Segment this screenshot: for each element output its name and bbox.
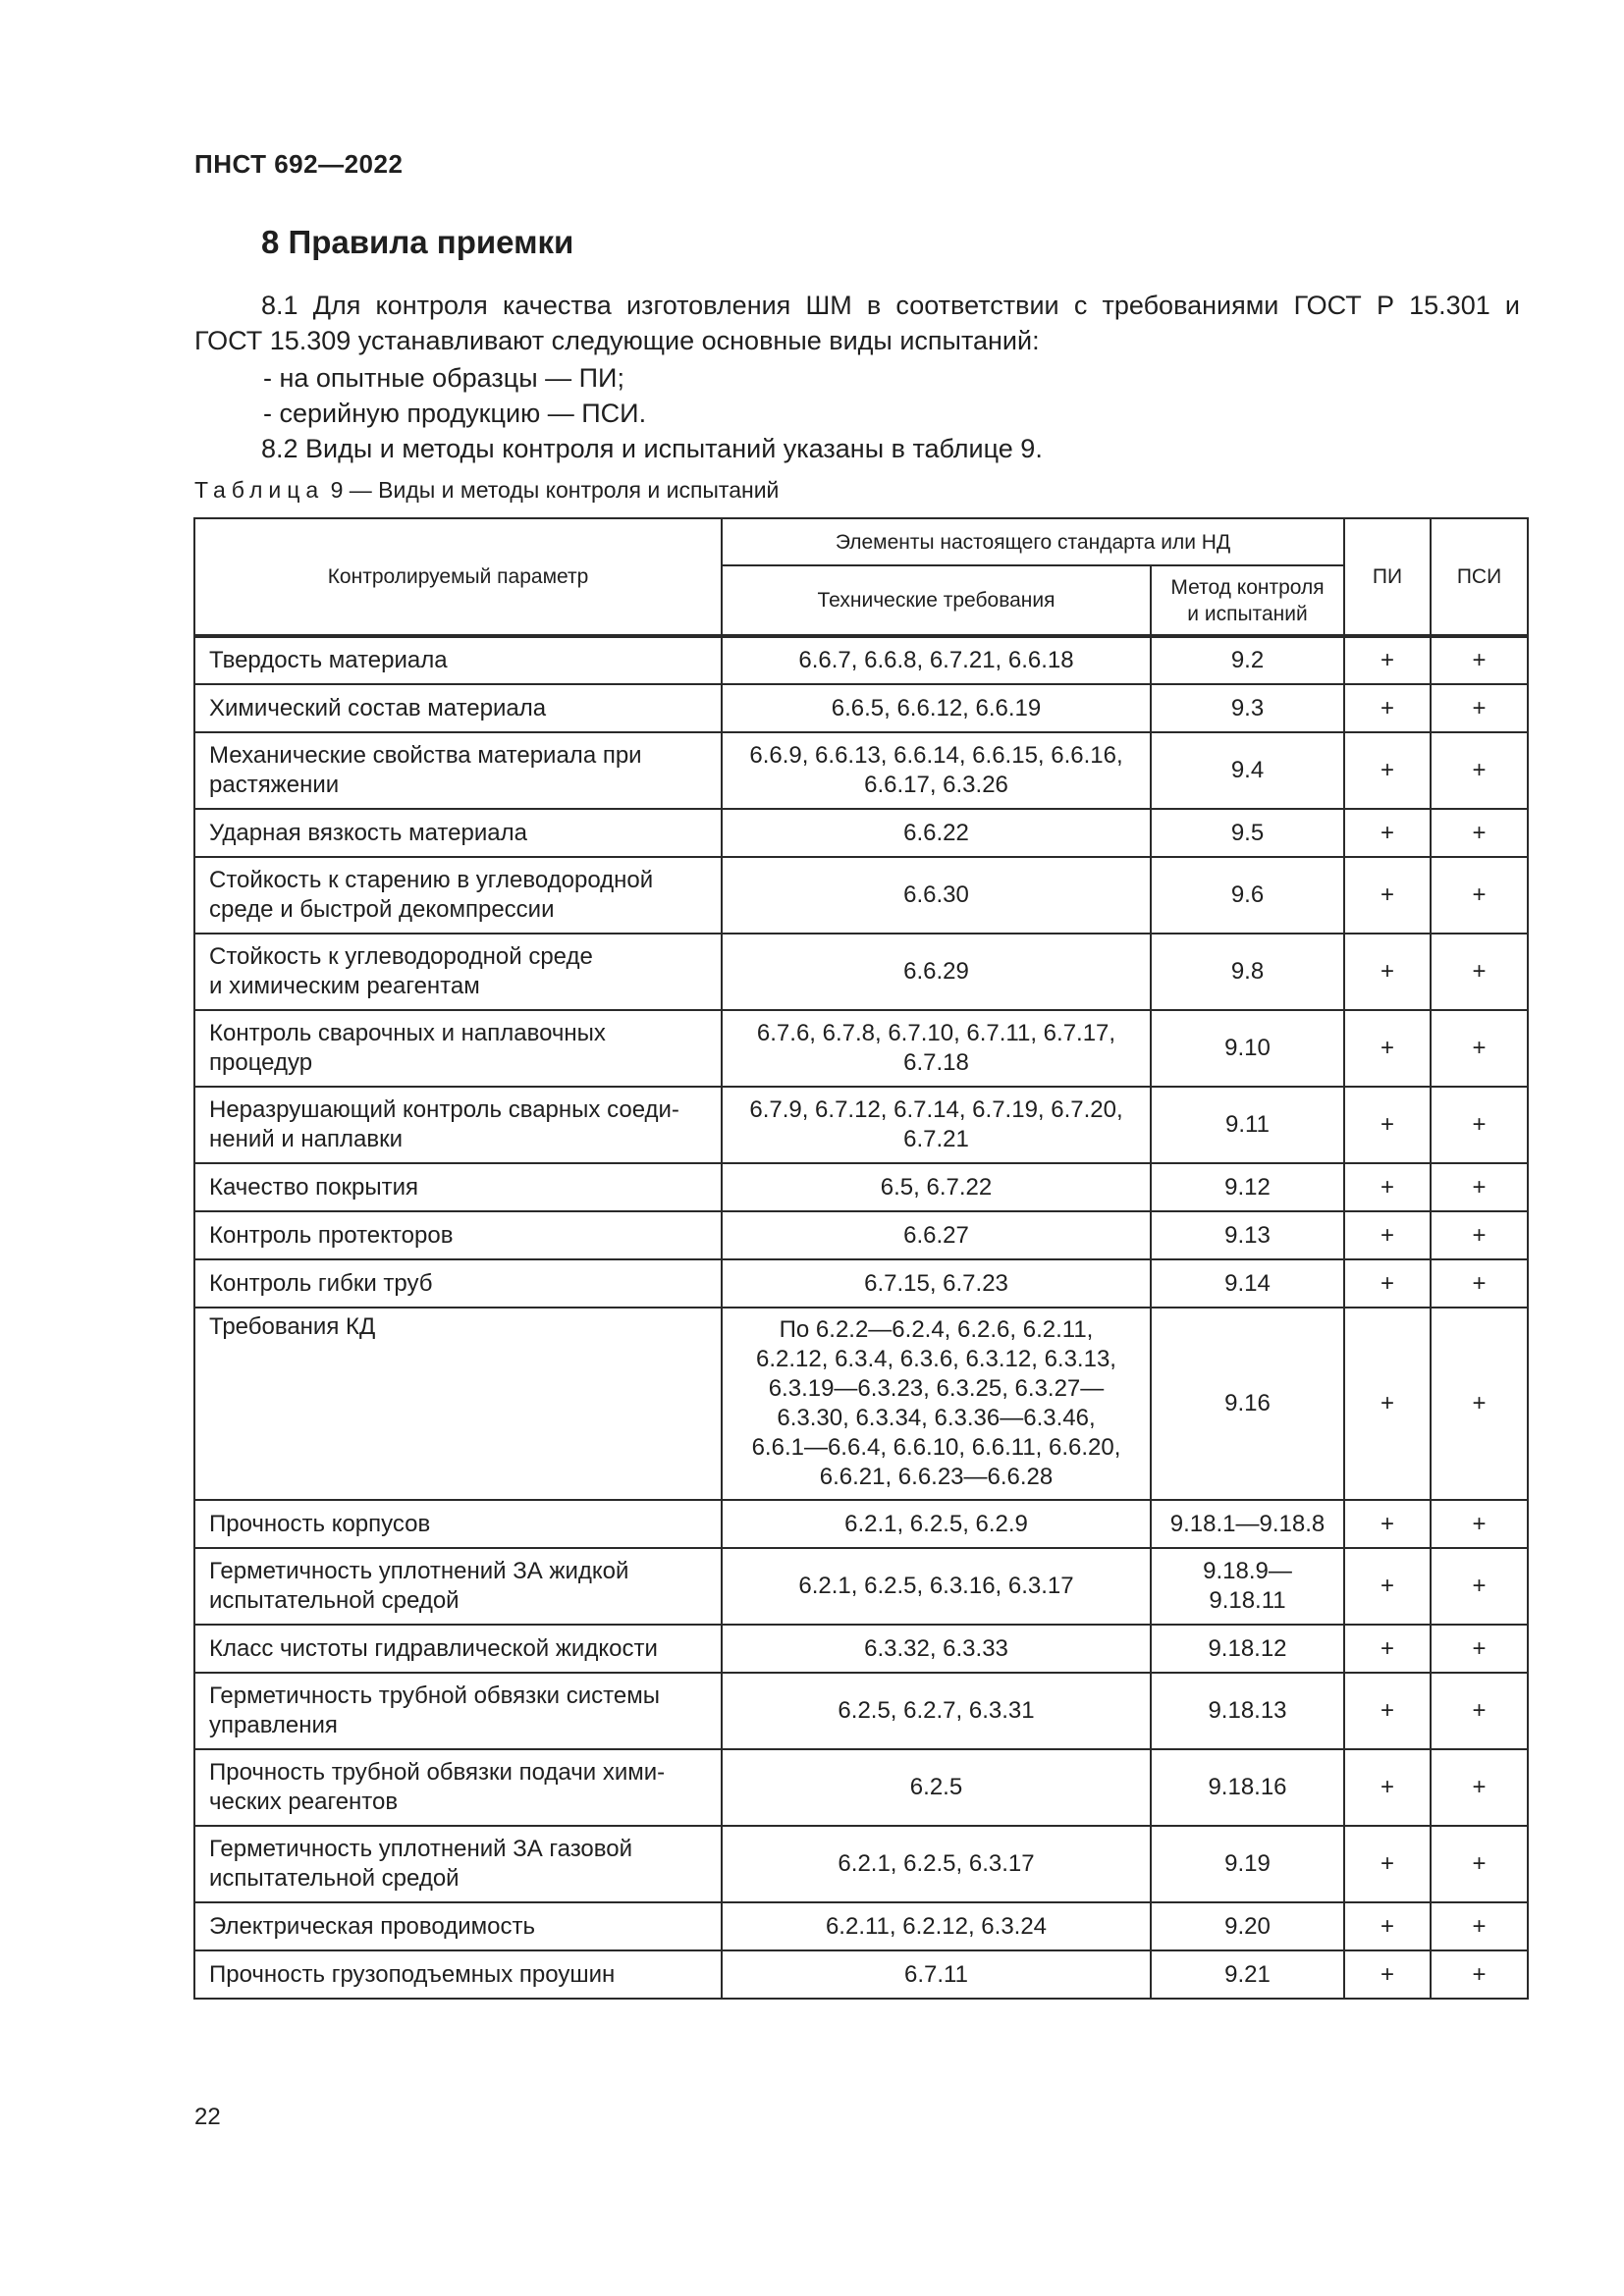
cell-method-line: 9.19	[1224, 1850, 1271, 1877]
cell-param-line: Электрическая проводимость	[209, 1912, 535, 1940]
cell-tech-requirements-line: 6.2.1, 6.2.5, 6.3.17	[838, 1850, 1035, 1877]
cell-psi: +	[1431, 732, 1528, 809]
cell-pi: +	[1344, 732, 1431, 809]
cell-psi: +	[1431, 1673, 1528, 1749]
section-title: 8 Правила приемки	[261, 224, 574, 260]
header-method	[1151, 565, 1344, 636]
cell-psi: +	[1431, 1902, 1528, 1950]
cell-method	[1151, 1308, 1344, 1500]
cell-method	[1151, 857, 1344, 934]
cell-tech-requirements-line: 6.6.27	[903, 1221, 969, 1249]
cell-tech-requirements	[722, 1500, 1151, 1548]
cell-param	[194, 1950, 722, 1999]
cell-param-line: ческих реагентов	[209, 1789, 399, 1815]
cell-tech-requirements-line: 6.3.32, 6.3.33	[864, 1634, 1008, 1662]
cell-param-line: Качество покрытия	[209, 1173, 418, 1201]
cell-pi: +	[1344, 809, 1431, 857]
cell-pi: +	[1344, 1500, 1431, 1548]
cell-param-line: Герметичность уплотнений ЗА газовой	[209, 1836, 633, 1862]
table-caption-text: 9 — Виды и методы контроля и испытаний	[330, 477, 780, 503]
cell-param	[194, 1010, 722, 1087]
cell-tech-requirements-line: 6.7.9, 6.7.12, 6.7.14, 6.7.19, 6.7.20,	[749, 1096, 1123, 1123]
cell-param-line: Неразрушающий контроль сварных соеди-	[209, 1096, 679, 1123]
cell-param-line: Герметичность трубной обвязки системы	[209, 1682, 660, 1709]
cell-method-line: 9.4	[1230, 757, 1265, 783]
list-item-serial: - серийную продукцию — ПСИ.	[263, 399, 647, 428]
cell-param	[194, 1548, 722, 1625]
cell-method-line: 9.11	[1225, 1111, 1270, 1138]
cell-param-line: Требования КД	[209, 1313, 376, 1340]
paragraph-8-2: 8.2 Виды и методы контроля и испытаний указаны в таблице 9.	[261, 434, 1043, 463]
cell-param-line: Твердость материала	[209, 647, 448, 673]
cell-tech-requirements	[722, 1259, 1151, 1308]
cell-psi: +	[1431, 809, 1528, 857]
cell-pi: +	[1344, 1548, 1431, 1625]
cell-psi: +	[1431, 636, 1528, 684]
cell-method	[1151, 809, 1344, 857]
cell-tech-requirements	[722, 934, 1151, 1010]
cell-tech-requirements-line: 6.7.18	[903, 1049, 969, 1076]
cell-method	[1151, 732, 1344, 809]
table-row	[194, 1548, 1528, 1625]
cell-tech-requirements-line: 6.6.21, 6.6.23—6.6.28	[819, 1464, 1054, 1490]
table-row	[194, 1950, 1528, 1999]
cell-param	[194, 934, 722, 1010]
table-row	[194, 1010, 1528, 1087]
cell-pi: +	[1344, 857, 1431, 934]
cell-param	[194, 857, 722, 934]
cell-param	[194, 732, 722, 809]
cell-method-line: 9.10	[1224, 1035, 1271, 1061]
cell-tech-requirements-line: 6.2.1, 6.2.5, 6.2.9	[844, 1510, 1028, 1537]
cell-param	[194, 684, 722, 732]
cell-psi: +	[1431, 1826, 1528, 1902]
cell-param-line: Класс чистоты гидравлической жидкости	[209, 1634, 658, 1662]
table-row	[194, 1163, 1528, 1211]
table-row	[194, 1826, 1528, 1902]
cell-method-line: 9.18.13	[1208, 1697, 1287, 1724]
cell-method-line: 9.16	[1224, 1390, 1271, 1416]
cell-param	[194, 1673, 722, 1749]
cell-tech-requirements	[722, 1749, 1151, 1826]
cell-psi: +	[1431, 1500, 1528, 1548]
list-item-prototypes: - на опытные образцы — ПИ;	[263, 363, 624, 393]
cell-tech-requirements-line: 6.7.6, 6.7.8, 6.7.10, 6.7.11, 6.7.17,	[756, 1020, 1116, 1046]
header-param: Контролируемый параметр	[194, 518, 722, 636]
cell-tech-requirements	[722, 1673, 1151, 1749]
cell-param	[194, 1163, 722, 1211]
cell-method	[1151, 1087, 1344, 1163]
table-row	[194, 1902, 1528, 1950]
cell-tech-requirements-line: 6.3.19—6.3.23, 6.3.25, 6.3.27—	[768, 1375, 1105, 1402]
cell-psi: +	[1431, 1308, 1528, 1500]
cell-tech-requirements-line: 6.6.9, 6.6.13, 6.6.14, 6.6.15, 6.6.16,	[749, 742, 1123, 769]
cell-tech-requirements	[722, 1211, 1151, 1259]
cell-psi: +	[1431, 857, 1528, 934]
cell-tech-requirements-line: 6.2.1, 6.2.5, 6.3.16, 6.3.17	[798, 1573, 1074, 1599]
cell-pi: +	[1344, 934, 1431, 1010]
cell-method	[1151, 1010, 1344, 1087]
paragraph-8-1-line1: 8.1 Для контроля качества изготовления ШМ в соответствии с требованиями ГОСТ Р 15.301 и	[261, 291, 1520, 320]
header-tech-requirements: Технические требования	[722, 565, 1151, 636]
table-row	[194, 684, 1528, 732]
cell-method	[1151, 1749, 1344, 1826]
cell-tech-requirements	[722, 1548, 1151, 1625]
table-row	[194, 1308, 1528, 1500]
cell-pi: +	[1344, 1211, 1431, 1259]
table-row	[194, 636, 1528, 684]
cell-method	[1151, 1163, 1344, 1211]
cell-param	[194, 1749, 722, 1826]
cell-psi: +	[1431, 1087, 1528, 1163]
cell-tech-requirements	[722, 636, 1151, 684]
cell-param-line: управления	[209, 1712, 338, 1738]
cell-tech-requirements-line: 6.6.17, 6.3.26	[864, 772, 1008, 798]
cell-method	[1151, 1826, 1344, 1902]
cell-pi: +	[1344, 1010, 1431, 1087]
cell-tech-requirements-line: 6.2.5	[909, 1774, 963, 1800]
cell-param-line: Прочность трубной обвязки подачи хими-	[209, 1759, 666, 1786]
cell-param	[194, 636, 722, 684]
cell-psi: +	[1431, 1211, 1528, 1259]
header-elements: Элементы настоящего стандарта или НД	[722, 518, 1344, 565]
table-body	[194, 636, 1528, 1999]
cell-param	[194, 1826, 722, 1902]
header-psi: ПСИ	[1431, 518, 1528, 636]
table-row	[194, 1087, 1528, 1163]
cell-param-line: испытательной средой	[209, 1587, 460, 1614]
cell-method	[1151, 934, 1344, 1010]
cell-tech-requirements-line: 6.2.11, 6.2.12, 6.3.24	[825, 1912, 1048, 1940]
cell-tech-requirements-line: 6.6.30	[903, 881, 969, 908]
cell-pi: +	[1344, 1625, 1431, 1673]
cell-psi: +	[1431, 1259, 1528, 1308]
cell-psi: +	[1431, 1548, 1528, 1625]
cell-param	[194, 1308, 722, 1500]
header-method-line2: и испытаний	[1187, 602, 1308, 625]
cell-pi: +	[1344, 1749, 1431, 1826]
cell-tech-requirements-line: 6.6.5, 6.6.12, 6.6.19	[831, 694, 1042, 721]
cell-param	[194, 1087, 722, 1163]
cell-tech-requirements	[722, 684, 1151, 732]
table-row	[194, 857, 1528, 934]
cell-tech-requirements-line: 6.2.12, 6.3.4, 6.3.6, 6.3.12, 6.3.13,	[756, 1346, 1116, 1372]
cell-tech-requirements-line: 6.7.15, 6.7.23	[864, 1269, 1008, 1297]
cell-param-line: Стойкость к углеводородной среде	[209, 943, 593, 970]
cell-method-line: 9.5	[1230, 819, 1265, 846]
cell-psi: +	[1431, 1625, 1528, 1673]
cell-psi: +	[1431, 1010, 1528, 1087]
document-code: ПНСТ 692—2022	[194, 149, 404, 179]
cell-method-line: 9.8	[1230, 958, 1265, 985]
paragraph-8-1-line2: ГОСТ 15.309 устанавливают следующие основные виды испытаний:	[194, 326, 1040, 355]
cell-method-line: 9.12	[1224, 1173, 1271, 1201]
cell-param-line: Химический состав материала	[209, 694, 547, 721]
header-method-line1: Метод контроля	[1170, 575, 1325, 599]
table-row	[194, 1211, 1528, 1259]
cell-tech-requirements	[722, 732, 1151, 809]
table-row	[194, 934, 1528, 1010]
cell-tech-requirements	[722, 1163, 1151, 1211]
header-pi: ПИ	[1344, 518, 1431, 636]
cell-tech-requirements-line: 6.2.5, 6.2.7, 6.3.31	[838, 1697, 1035, 1724]
cell-param	[194, 1625, 722, 1673]
cell-param	[194, 1500, 722, 1548]
cell-param-line: Прочность грузоподъемных проушин	[209, 1960, 616, 1988]
cell-tech-requirements	[722, 1625, 1151, 1673]
cell-method-line: 9.18.11	[1209, 1587, 1286, 1614]
cell-param-line: Контроль протекторов	[209, 1221, 454, 1249]
cell-psi: +	[1431, 1950, 1528, 1999]
cell-method-line: 9.2	[1230, 647, 1265, 673]
cell-param	[194, 1259, 722, 1308]
cell-param-line: нений и наплавки	[209, 1126, 404, 1152]
cell-tech-requirements-line: 6.7.21	[903, 1126, 969, 1152]
cell-psi: +	[1431, 684, 1528, 732]
cell-tech-requirements-line: По 6.2.2—6.2.4, 6.2.6, 6.2.11,	[779, 1316, 1094, 1343]
table-row	[194, 1749, 1528, 1826]
cell-method	[1151, 1500, 1344, 1548]
paragraph-8-1	[194, 288, 1520, 358]
cell-psi: +	[1431, 1163, 1528, 1211]
table-row	[194, 1625, 1528, 1673]
cell-method	[1151, 1625, 1344, 1673]
cell-pi: +	[1344, 1087, 1431, 1163]
cell-param-line: Стойкость к старению в углеводородной	[209, 867, 654, 893]
cell-method	[1151, 1950, 1344, 1999]
cell-method-line: 9.6	[1230, 881, 1265, 908]
cell-tech-requirements	[722, 1308, 1151, 1500]
cell-method	[1151, 1211, 1344, 1259]
cell-param	[194, 809, 722, 857]
cell-tech-requirements	[722, 1826, 1151, 1902]
table-row	[194, 809, 1528, 857]
cell-tech-requirements-line: 6.6.7, 6.6.8, 6.7.21, 6.6.18	[798, 647, 1074, 673]
cell-param-line: Контроль сварочных и наплавочных	[209, 1020, 606, 1046]
cell-method	[1151, 1548, 1344, 1625]
cell-method-line: 9.18.1—9.18.8	[1169, 1510, 1326, 1537]
cell-param-line: процедур	[209, 1049, 313, 1076]
cell-param-line: Механические свойства материала при	[209, 742, 642, 769]
cell-method	[1151, 636, 1344, 684]
cell-method-line: 9.20	[1224, 1912, 1271, 1940]
cell-tech-requirements	[722, 1087, 1151, 1163]
cell-param-line: среде и быстрой декомпрессии	[209, 896, 555, 923]
table-row	[194, 1500, 1528, 1548]
cell-param-line: Ударная вязкость материала	[209, 819, 527, 846]
table-row	[194, 1259, 1528, 1308]
cell-pi: +	[1344, 636, 1431, 684]
table-caption-label: Таблица	[194, 477, 325, 503]
cell-pi: +	[1344, 1308, 1431, 1500]
cell-psi: +	[1431, 934, 1528, 1010]
cell-tech-requirements	[722, 857, 1151, 934]
cell-psi: +	[1431, 1749, 1528, 1826]
cell-tech-requirements	[722, 1010, 1151, 1087]
cell-tech-requirements	[722, 809, 1151, 857]
cell-method-line: 9.3	[1230, 694, 1265, 721]
cell-pi: +	[1344, 1826, 1431, 1902]
cell-method-line: 9.18.9—	[1203, 1558, 1292, 1584]
cell-param-line: Контроль гибки труб	[209, 1269, 433, 1297]
cell-pi: +	[1344, 1673, 1431, 1749]
cell-pi: +	[1344, 1259, 1431, 1308]
table-caption	[194, 477, 779, 504]
table-row	[194, 732, 1528, 809]
cell-tech-requirements-line: 6.6.22	[903, 819, 969, 846]
cell-method-line: 9.13	[1224, 1221, 1271, 1249]
cell-method	[1151, 1902, 1344, 1950]
cell-pi: +	[1344, 1163, 1431, 1211]
cell-pi: +	[1344, 1902, 1431, 1950]
cell-tech-requirements-line: 6.6.1—6.6.4, 6.6.10, 6.6.11, 6.6.20,	[751, 1434, 1121, 1461]
cell-param	[194, 1211, 722, 1259]
cell-tech-requirements-line: 6.6.29	[903, 958, 969, 985]
cell-pi: +	[1344, 684, 1431, 732]
cell-method-line: 9.14	[1224, 1269, 1271, 1297]
table-row	[194, 1673, 1528, 1749]
page-number: 22	[194, 2104, 221, 2130]
cell-param-line: Прочность корпусов	[209, 1510, 431, 1537]
cell-method-line: 9.21	[1224, 1960, 1271, 1988]
cell-param-line: испытательной средой	[209, 1865, 460, 1892]
cell-tech-requirements-line: 6.3.30, 6.3.34, 6.3.36—6.3.46,	[777, 1405, 1096, 1431]
cell-method	[1151, 1673, 1344, 1749]
cell-pi: +	[1344, 1950, 1431, 1999]
cell-param-line: растяжении	[209, 772, 340, 798]
cell-param	[194, 1902, 722, 1950]
cell-tech-requirements-line: 6.5, 6.7.22	[880, 1173, 993, 1201]
cell-tech-requirements-line: 6.7.11	[904, 1960, 968, 1988]
cell-param-line: Герметичность уплотнений ЗА жидкой	[209, 1558, 629, 1584]
cell-method	[1151, 684, 1344, 732]
inspection-table	[193, 517, 1529, 2000]
cell-tech-requirements	[722, 1950, 1151, 1999]
cell-tech-requirements	[722, 1902, 1151, 1950]
cell-method	[1151, 1259, 1344, 1308]
cell-method-line: 9.18.12	[1208, 1634, 1287, 1662]
cell-param-line: и химическим реагентам	[209, 973, 480, 999]
cell-method-line: 9.18.16	[1208, 1774, 1287, 1800]
